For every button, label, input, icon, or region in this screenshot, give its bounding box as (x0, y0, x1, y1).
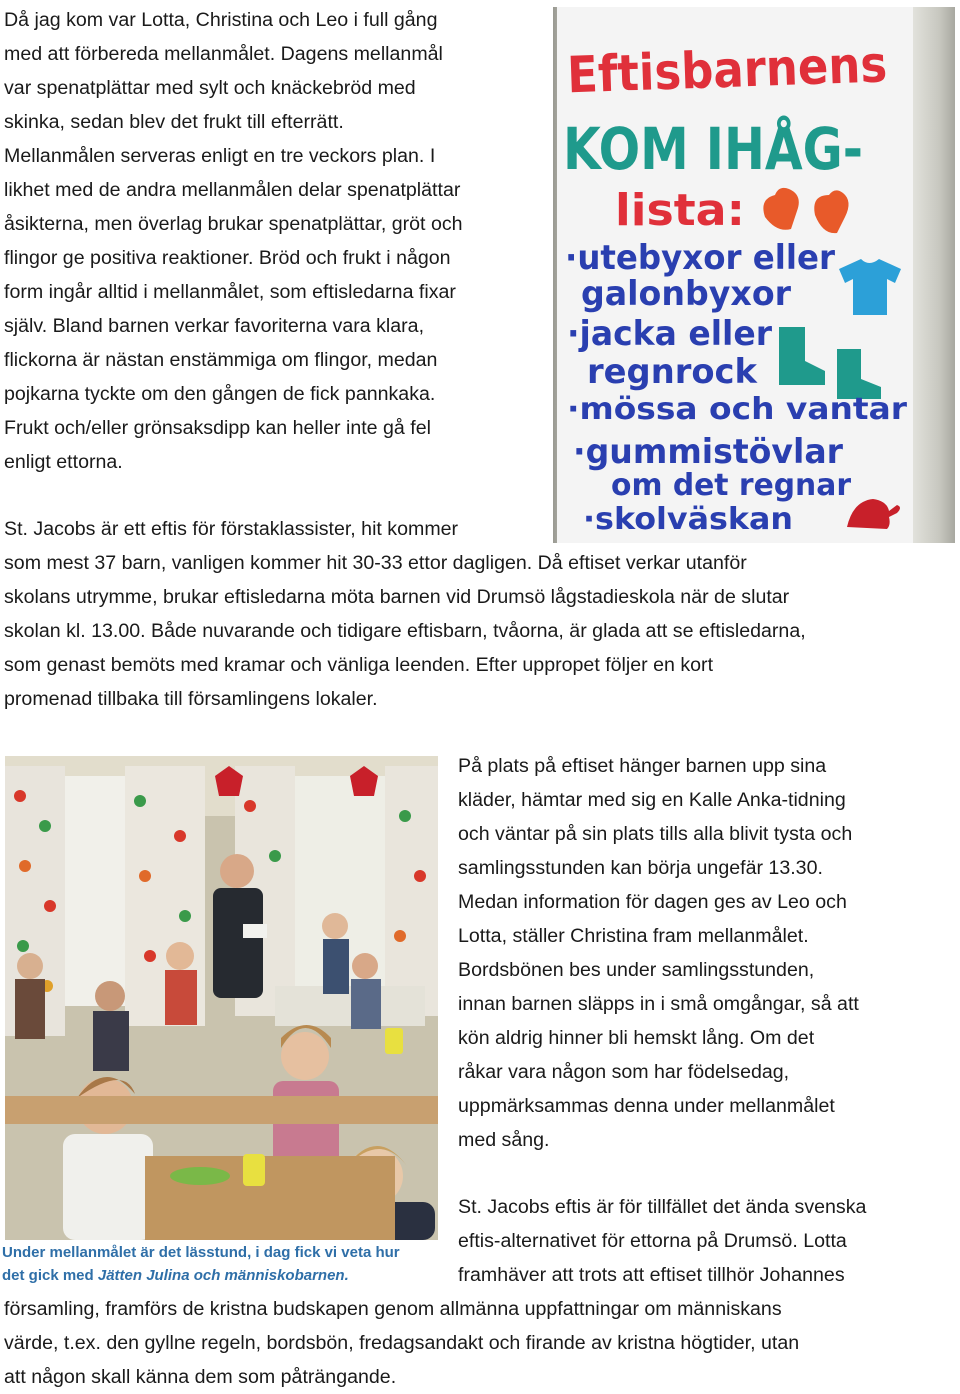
para1-line: skinka, sedan blev det frukt till efterrätt. (4, 111, 344, 133)
para1-line: pojkarna tyckte om den gången de fick pannkaka. (4, 383, 436, 405)
para2-line: skolan kl. 13.00. Både nuvarande och tidigare eftisbarn, tvåorna, är glada att se eftisledarna, (4, 620, 806, 642)
para3-line: Bordsbönen bes under samlingsstunden, (458, 959, 815, 981)
para3-line: kön aldrig hinner bli hemskt lång. Om det (458, 1027, 815, 1049)
para5-line: att någon skall känna dem som påträngande. (4, 1366, 397, 1388)
para3-line: samlingsstunden kan börja ungefär 13.30. (458, 857, 823, 879)
paragraph-snack-description (4, 3, 540, 479)
para1-line: själv. Bland barnen verkar favoriterna vara klara, (4, 315, 425, 337)
para1-line: Då jag kom var Lotta, Christina och Leo i full gång (4, 9, 438, 31)
caption-line1: Under mellanmålet är det lässtund, i dag fick vi veta hur (2, 1244, 400, 1261)
para2-line: som genast bemöts med kramar och vänliga leenden. Efter uppropet följer en kort (4, 654, 714, 676)
poster-item-8: ·skolväskan (583, 502, 793, 537)
poster-title-line2: KOM IHÅG- (563, 115, 920, 183)
para4-line: framhäver att trots att eftiset tillhör Johannes (458, 1264, 845, 1286)
para5-line: församling, framförs de kristna budskapen genom allmänna uppfattningar om människans (4, 1298, 782, 1320)
photo-caption (2, 1241, 452, 1287)
para4-line: St. Jacobs eftis är för tillfället det ända svenska (458, 1196, 867, 1218)
para1-line: Frukt och/eller grönsaksdipp kan heller inte gå fel (4, 417, 431, 439)
para1-line: åsikterna, men överlag brukar spenatplättar, gröt och (4, 213, 463, 235)
para1-line: Mellanmålen serveras enligt en tre veckors plan. I (4, 145, 436, 167)
paragraph-swedish-alternative (458, 1190, 933, 1292)
para4-line: eftis-alternativet för ettorna på Drumsö. Lotta (458, 1230, 847, 1252)
para3-line: uppmärksammas denna under mellanmålet (458, 1095, 835, 1117)
poster-title-line1: Eftisbarnens (566, 34, 924, 105)
caption-book-title: Jätten Julina och människobarnen. (97, 1267, 349, 1284)
para1-line: flickorna är nästan enstämmiga om flingor, medan (4, 349, 438, 371)
para3-line: kläder, hämtar med sig en Kalle Anka-tidning (458, 789, 846, 811)
para1-line: med att förbereda mellanmålet. Dagens mellanmål (4, 43, 443, 65)
para1-line: var spenatplättar med sylt och knäckebröd med (4, 77, 416, 99)
classroom-photo (5, 756, 438, 1240)
poster-item-7: om det regnar (611, 468, 852, 503)
poster-item-3: ·jacka eller (567, 314, 773, 354)
poster-photo (553, 7, 955, 543)
mittens-icon (763, 188, 848, 233)
para1-line: form ingår alltid i mellanmålet, som eftisledarna fixar (4, 281, 456, 303)
poster-title-line3: lista: (615, 185, 745, 236)
para3-line: med sång. (458, 1129, 550, 1151)
para2-line: St. Jacobs är ett eftis för förstaklassister, hit kommer (4, 518, 459, 540)
poster-item-2: galonbyxor (581, 274, 792, 314)
para2-line: skolans utrymme, brukar eftisledarna möta barnen vid Drumsö lågstadieskola när de slutar (4, 586, 790, 608)
para3-line: Medan information för dagen ges av Leo och (458, 891, 847, 913)
para2-line: promenad tillbaka till församlingens lokaler. (4, 688, 378, 710)
para1-line: likhet med de andra mellanmålen delar spenatplättar (4, 179, 461, 201)
para1-line: flingor ge positiva reaktioner. Bröd och frukt i någon (4, 247, 451, 269)
para3-line: och väntar på sin plats tills alla blivit tysta och (458, 823, 853, 845)
para1-line: enligt ettorna. (4, 451, 123, 473)
caption-line2-prefix: det gick med (2, 1267, 98, 1284)
caption-line2 (2, 1264, 452, 1287)
para2-line: som mest 37 barn, vanligen kommer hit 30-33 ettor dagligen. Då eftiset verkar utanför (4, 552, 747, 574)
poster-item-4: regnrock (587, 352, 759, 392)
para3-line: På plats på eftiset hänger barnen upp sina (458, 755, 827, 777)
poster-item-1: ·utebyxor eller (565, 238, 836, 278)
sweater-icon (839, 259, 901, 315)
para3-line: råkar vara någon som har födelsedag, (458, 1061, 790, 1083)
para3-line: innan barnen släpps in i små omgångar, så att (458, 993, 859, 1015)
poster-item-5: ·mössa och vantar (567, 392, 908, 427)
poster-item-6: ·gummistövlar (573, 432, 844, 472)
paragraph-arrival-routine (458, 749, 928, 1157)
rain-boots-icon (779, 327, 881, 399)
para5-line: värde, t.ex. den gyllne regeln, bordsbön, fredagsandakt och firande av kristna högtider, utan (4, 1332, 800, 1354)
paragraph-christian-message (4, 1292, 954, 1394)
para3-line: Lotta, ställer Christina fram mellanmålet. (458, 925, 809, 947)
paragraph-about-eftis (4, 512, 954, 716)
